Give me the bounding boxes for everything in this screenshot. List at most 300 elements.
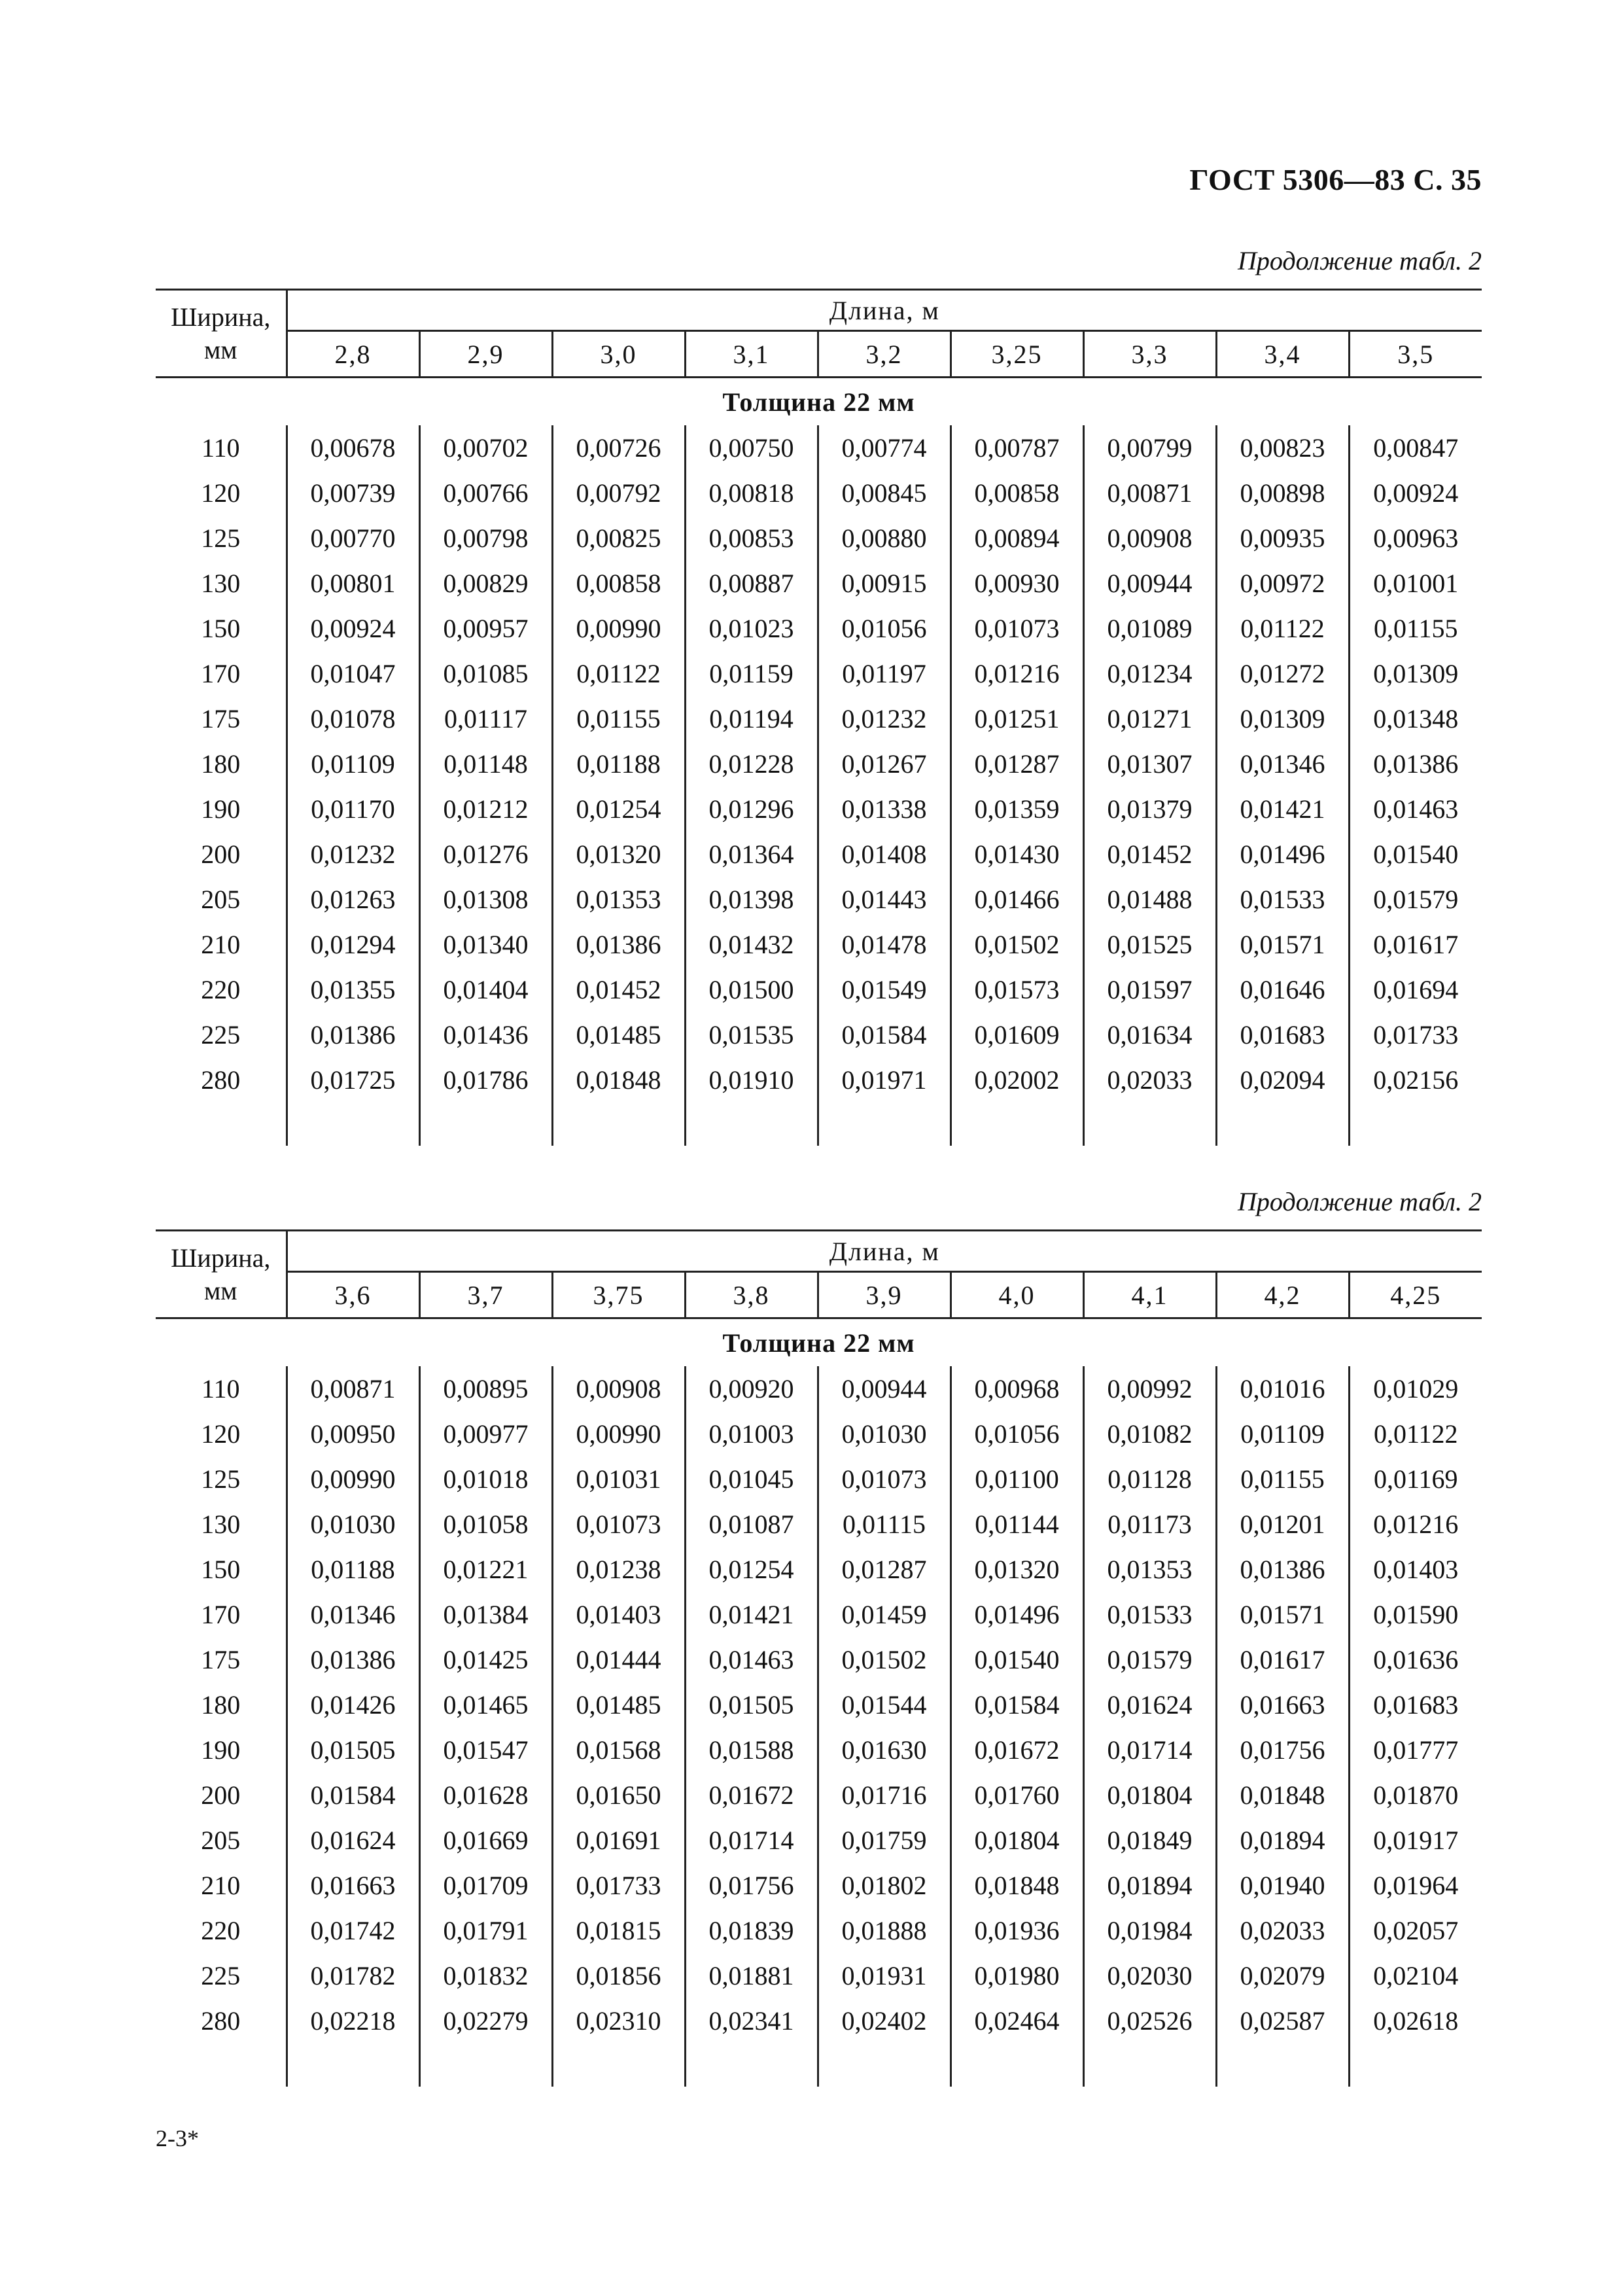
width-cell: 210 [201, 1871, 241, 1900]
volume-cell: 0,01309 [1349, 651, 1482, 696]
volume-table [156, 289, 1482, 1146]
spacer-cell [552, 1103, 685, 1146]
volume-cell: 0,00992 [1083, 1366, 1216, 1411]
volume-cell: 0,01030 [287, 1502, 419, 1547]
width-cell: 225 [201, 1961, 241, 1990]
volume-cell: 0,01232 [818, 696, 951, 741]
volume-cell: 0,01056 [951, 1411, 1083, 1457]
volume-cell: 0,01348 [1349, 696, 1482, 741]
volume-cell: 0,02218 [287, 1998, 419, 2043]
table-row [156, 1547, 1482, 1592]
volume-cell: 0,01786 [419, 1057, 552, 1103]
volume-cell: 0,01630 [818, 1727, 951, 1773]
volume-cell: 0,01452 [1083, 832, 1216, 877]
volume-cell: 0,02079 [1216, 1953, 1349, 1998]
volume-cell: 0,01544 [818, 1682, 951, 1727]
volume-cell: 0,01525 [1083, 922, 1216, 967]
length-column-header: 3,25 [951, 331, 1083, 378]
volume-cell: 0,01535 [685, 1012, 818, 1057]
volume-cell: 0,01832 [419, 1953, 552, 1998]
volume-cell: 0,01505 [287, 1727, 419, 1773]
volume-cell: 0,01533 [1216, 877, 1349, 922]
volume-cell: 0,01173 [1083, 1502, 1216, 1547]
width-cell: 125 [201, 1464, 241, 1494]
volume-cell: 0,01338 [818, 786, 951, 832]
volume-cell: 0,01029 [1349, 1366, 1482, 1411]
volume-cell: 0,01714 [1083, 1727, 1216, 1773]
volume-cell: 0,01444 [552, 1637, 685, 1682]
volume-cell: 0,01188 [552, 741, 685, 786]
volume-cell: 0,01188 [287, 1547, 419, 1592]
volume-cell: 0,01276 [419, 832, 552, 877]
spacer-cell [1083, 2043, 1216, 2087]
table-row [156, 606, 1482, 651]
volume-cell: 0,01109 [287, 741, 419, 786]
width-cell: 170 [201, 1600, 241, 1629]
volume-cell: 0,01848 [552, 1057, 685, 1103]
volume-cell: 0,01573 [951, 967, 1083, 1012]
volume-cell: 0,01756 [685, 1863, 818, 1908]
volume-cell: 0,01870 [1349, 1773, 1482, 1818]
volume-cell: 0,00750 [685, 425, 818, 470]
volume-cell: 0,01496 [951, 1592, 1083, 1637]
volume-cell: 0,00944 [818, 1366, 951, 1411]
volume-cell: 0,00853 [685, 516, 818, 561]
table-row [156, 1411, 1482, 1457]
volume-cell: 0,01408 [818, 832, 951, 877]
volume-cell: 0,01073 [818, 1457, 951, 1502]
table-row [156, 786, 1482, 832]
volume-cell: 0,02057 [1349, 1908, 1482, 1953]
length-column-header: 3,4 [1216, 331, 1349, 378]
volume-cell: 0,00924 [287, 606, 419, 651]
volume-cell: 0,01683 [1349, 1682, 1482, 1727]
volume-cell: 0,00944 [1083, 561, 1216, 606]
volume-cell: 0,01216 [1349, 1502, 1482, 1547]
volume-cell: 0,02033 [1083, 1057, 1216, 1103]
volume-cell: 0,01254 [685, 1547, 818, 1592]
spacer-cell [419, 1103, 552, 1146]
volume-cell: 0,01056 [818, 606, 951, 651]
length-column-header: 3,6 [287, 1272, 419, 1318]
volume-cell: 0,00990 [287, 1457, 419, 1502]
volume-cell: 0,01742 [287, 1908, 419, 1953]
volume-cell: 0,01917 [1349, 1818, 1482, 1863]
volume-cell: 0,01073 [951, 606, 1083, 651]
volume-cell: 0,01533 [1083, 1592, 1216, 1637]
volume-cell: 0,01087 [685, 1502, 818, 1547]
volume-cell: 0,00792 [552, 470, 685, 516]
volume-cell: 0,01568 [552, 1727, 685, 1773]
volume-cell: 0,01759 [818, 1818, 951, 1863]
volume-cell: 0,01505 [685, 1682, 818, 1727]
volume-cell: 0,01296 [685, 786, 818, 832]
volume-cell: 0,01194 [685, 696, 818, 741]
volume-cell: 0,01047 [287, 651, 419, 696]
volume-cell: 0,01624 [287, 1818, 419, 1863]
spacer-cell [156, 1103, 287, 1146]
width-cell: 205 [201, 885, 241, 914]
volume-cell: 0,01251 [951, 696, 1083, 741]
volume-cell: 0,01031 [552, 1457, 685, 1502]
volume-cell: 0,00770 [287, 516, 419, 561]
length-columns-row [156, 1272, 1482, 1318]
volume-cell: 0,01216 [951, 651, 1083, 696]
volume-cell: 0,02094 [1216, 1057, 1349, 1103]
volume-cell: 0,01404 [419, 967, 552, 1012]
volume-cell: 0,01463 [1349, 786, 1482, 832]
volume-cell: 0,01485 [552, 1682, 685, 1727]
table-row [156, 1953, 1482, 1998]
volume-cell: 0,01459 [818, 1592, 951, 1637]
table-row [156, 1818, 1482, 1863]
volume-cell: 0,01432 [685, 922, 818, 967]
volume-cell: 0,01984 [1083, 1908, 1216, 1953]
length-column-header: 3,1 [685, 331, 818, 378]
volume-cell: 0,01848 [1216, 1773, 1349, 1818]
spacer-cell [685, 2043, 818, 2087]
volume-cell: 0,01760 [951, 1773, 1083, 1818]
volume-cell: 0,01078 [287, 696, 419, 741]
volume-cell: 0,01804 [1083, 1773, 1216, 1818]
volume-cell: 0,01353 [552, 877, 685, 922]
volume-cell: 0,02587 [1216, 1998, 1349, 2043]
volume-cell: 0,02030 [1083, 1953, 1216, 1998]
volume-cell: 0,01694 [1349, 967, 1482, 1012]
volume-cell: 0,01197 [818, 651, 951, 696]
table-row [156, 922, 1482, 967]
volume-cell: 0,01672 [951, 1727, 1083, 1773]
volume-cell: 0,00739 [287, 470, 419, 516]
volume-cell: 0,01023 [685, 606, 818, 651]
volume-cell: 0,01346 [1216, 741, 1349, 786]
spacer-cell [419, 2043, 552, 2087]
volume-cell: 0,02341 [685, 1998, 818, 2043]
width-cell: 150 [201, 614, 241, 643]
volume-cell: 0,01650 [552, 1773, 685, 1818]
volume-cell: 0,01894 [1216, 1818, 1349, 1863]
spacer-cell [1216, 2043, 1349, 2087]
volume-cell: 0,01109 [1216, 1411, 1349, 1457]
length-column-header: 3,2 [818, 331, 951, 378]
volume-cell: 0,01386 [1349, 741, 1482, 786]
volume-cell: 0,01386 [287, 1012, 419, 1057]
volume-cell: 0,01802 [818, 1863, 951, 1908]
width-cell: 200 [201, 839, 241, 869]
volume-cell: 0,00871 [287, 1366, 419, 1411]
table-row [156, 1773, 1482, 1818]
volume-cell: 0,00887 [685, 561, 818, 606]
volume-cell: 0,01839 [685, 1908, 818, 1953]
volume-cell: 0,02104 [1349, 1953, 1482, 1998]
volume-cell: 0,01346 [287, 1592, 419, 1637]
volume-cell: 0,00702 [419, 425, 552, 470]
volume-cell: 0,00801 [287, 561, 419, 606]
volume-cell: 0,01624 [1083, 1682, 1216, 1727]
volume-cell: 0,01571 [1216, 1592, 1349, 1637]
volume-cell: 0,01691 [552, 1818, 685, 1863]
volume-cell: 0,01170 [287, 786, 419, 832]
table-row [156, 1908, 1482, 1953]
spacer-cell [287, 1103, 419, 1146]
volume-cell: 0,00798 [419, 516, 552, 561]
volume-cell: 0,01617 [1216, 1637, 1349, 1682]
volume-cell: 0,01058 [419, 1502, 552, 1547]
volume-cell: 0,02310 [552, 1998, 685, 2043]
width-cell: 280 [201, 1065, 241, 1095]
volume-cell: 0,00990 [552, 606, 685, 651]
volume-cell: 0,01964 [1349, 1863, 1482, 1908]
volume-cell: 0,00880 [818, 516, 951, 561]
width-cell: 175 [201, 1645, 241, 1674]
volume-cell: 0,01018 [419, 1457, 552, 1502]
volume-cell: 0,00957 [419, 606, 552, 651]
volume-cell: 0,01238 [552, 1547, 685, 1592]
volume-cell: 0,01144 [951, 1502, 1083, 1547]
spacer-cell [287, 2043, 419, 2087]
volume-cell: 0,01228 [685, 741, 818, 786]
volume-cell: 0,01267 [818, 741, 951, 786]
volume-cell: 0,00678 [287, 425, 419, 470]
volume-cell: 0,01733 [1349, 1012, 1482, 1057]
volume-cell: 0,01888 [818, 1908, 951, 1953]
volume-cell: 0,01340 [419, 922, 552, 967]
table-row [156, 832, 1482, 877]
volume-cell: 0,01716 [818, 1773, 951, 1818]
spacer-cell [685, 1103, 818, 1146]
volume-cell: 0,00818 [685, 470, 818, 516]
volume-cell: 0,01426 [287, 1682, 419, 1727]
width-cell: 205 [201, 1826, 241, 1855]
table-row [156, 1057, 1482, 1103]
volume-cell: 0,01271 [1083, 696, 1216, 741]
volume-cell: 0,02156 [1349, 1057, 1482, 1103]
volume-cell: 0,01421 [1216, 786, 1349, 832]
spacer-cell [552, 2043, 685, 2087]
table-row [156, 1502, 1482, 1547]
length-column-header: 3,5 [1349, 331, 1482, 378]
length-column-header: 4,25 [1349, 1272, 1482, 1318]
volume-cell: 0,01421 [685, 1592, 818, 1637]
width-cell: 220 [201, 1916, 241, 1945]
volume-cell: 0,01549 [818, 967, 951, 1012]
thickness-label: Толщина 22 мм [722, 1328, 915, 1358]
length-column-header: 2,8 [287, 331, 419, 378]
volume-cell: 0,01940 [1216, 1863, 1349, 1908]
spacer-cell [1216, 1103, 1349, 1146]
volume-cell: 0,01085 [419, 651, 552, 696]
table-row [156, 1998, 1482, 2043]
volume-cell: 0,00799 [1083, 425, 1216, 470]
volume-cell: 0,01617 [1349, 922, 1482, 967]
volume-cell: 0,01971 [818, 1057, 951, 1103]
volume-cell: 0,00858 [951, 470, 1083, 516]
volume-cell: 0,01379 [1083, 786, 1216, 832]
volume-cell: 0,00898 [1216, 470, 1349, 516]
length-column-header: 3,3 [1083, 331, 1216, 378]
thickness-label: Толщина 22 мм [722, 387, 915, 417]
table-tail-spacer [156, 1103, 1482, 1146]
volume-cell: 0,01294 [287, 922, 419, 967]
spacer-cell [818, 2043, 951, 2087]
volume-cell: 0,01791 [419, 1908, 552, 1953]
volume-cell: 0,00766 [419, 470, 552, 516]
volume-cell: 0,01714 [685, 1818, 818, 1863]
table-row [156, 741, 1482, 786]
volume-cell: 0,00895 [419, 1366, 552, 1411]
volume-cell: 0,01881 [685, 1953, 818, 1998]
volume-cell: 0,01169 [1349, 1457, 1482, 1502]
width-cell: 130 [201, 1510, 241, 1539]
volume-cell: 0,01436 [419, 1012, 552, 1057]
volume-cell: 0,01663 [1216, 1682, 1349, 1727]
volume-cell: 0,01936 [951, 1908, 1083, 1953]
length-column-header: 3,9 [818, 1272, 951, 1318]
volume-cell: 0,01849 [1083, 1818, 1216, 1863]
volume-cell: 0,01100 [951, 1457, 1083, 1502]
volume-cell: 0,01910 [685, 1057, 818, 1103]
table-block [156, 1229, 1482, 2087]
width-cell: 110 [201, 1374, 240, 1404]
volume-cell: 0,01500 [685, 967, 818, 1012]
width-cell: 125 [201, 523, 241, 553]
volume-cell: 0,02002 [951, 1057, 1083, 1103]
table-row [156, 651, 1482, 696]
table-row [156, 1592, 1482, 1637]
volume-cell: 0,00977 [419, 1411, 552, 1457]
volume-cell: 0,01201 [1216, 1502, 1349, 1547]
volume-cell: 0,01272 [1216, 651, 1349, 696]
volume-cell: 0,00829 [419, 561, 552, 606]
length-column-header: 4,0 [951, 1272, 1083, 1318]
volume-cell: 0,01122 [552, 651, 685, 696]
volume-cell: 0,01502 [951, 922, 1083, 967]
spacer-cell [818, 1103, 951, 1146]
volume-cell: 0,01155 [1349, 606, 1482, 651]
volume-cell: 0,01669 [419, 1818, 552, 1863]
width-header: Ширина, мм [156, 1231, 287, 1318]
length-column-header: 3,7 [419, 1272, 552, 1318]
spacer-cell [951, 2043, 1083, 2087]
volume-cell: 0,01148 [419, 741, 552, 786]
volume-cell: 0,00894 [951, 516, 1083, 561]
volume-cell: 0,01636 [1349, 1637, 1482, 1682]
volume-cell: 0,01804 [951, 1818, 1083, 1863]
volume-cell: 0,01980 [951, 1953, 1083, 1998]
volume-cell: 0,01287 [951, 741, 1083, 786]
table-row [156, 561, 1482, 606]
width-cell: 120 [201, 478, 241, 508]
spacer-cell [156, 2043, 287, 2087]
volume-cell: 0,02464 [951, 1998, 1083, 2043]
table-row [156, 470, 1482, 516]
volume-cell: 0,01117 [419, 696, 552, 741]
volume-cell: 0,01584 [287, 1773, 419, 1818]
volume-cell: 0,01571 [1216, 922, 1349, 967]
volume-cell: 0,00950 [287, 1411, 419, 1457]
length-header: Длина, м [287, 1231, 1482, 1272]
table-continuation-label: Продолжение табл. 2 [1237, 1187, 1482, 1216]
width-cell: 225 [201, 1020, 241, 1050]
volume-cell: 0,01463 [685, 1637, 818, 1682]
volume-cell: 0,01355 [287, 967, 419, 1012]
volume-cell: 0,01579 [1349, 877, 1482, 922]
table-row [156, 877, 1482, 922]
table-body [156, 425, 1482, 1146]
volume-cell: 0,01386 [287, 1637, 419, 1682]
volume-cell: 0,01663 [287, 1863, 419, 1908]
volume-cell: 0,01540 [951, 1637, 1083, 1682]
volume-cell: 0,01590 [1349, 1592, 1482, 1637]
length-column-header: 3,0 [552, 331, 685, 378]
width-cell: 175 [201, 704, 241, 733]
volume-cell: 0,00825 [552, 516, 685, 561]
volume-cell: 0,02279 [419, 1998, 552, 2043]
table-row [156, 967, 1482, 1012]
table-body [156, 1366, 1482, 2087]
volume-cell: 0,01443 [818, 877, 951, 922]
volume-cell: 0,01931 [818, 1953, 951, 1998]
volume-cell: 0,00963 [1349, 516, 1482, 561]
volume-cell: 0,01478 [818, 922, 951, 967]
volume-cell: 0,01309 [1216, 696, 1349, 741]
spacer-cell [1083, 1103, 1216, 1146]
page-footer-mark: 2-3* [156, 2125, 199, 2151]
volume-cell: 0,01287 [818, 1547, 951, 1592]
volume-cell: 0,01353 [1083, 1547, 1216, 1592]
width-cell: 200 [201, 1780, 241, 1810]
width-cell: 180 [201, 1690, 241, 1720]
table-row [156, 516, 1482, 561]
table-row [156, 696, 1482, 741]
volume-cell: 0,01502 [818, 1637, 951, 1682]
width-cell: 190 [201, 1735, 241, 1765]
volume-cell: 0,01364 [685, 832, 818, 877]
volume-cell: 0,01384 [419, 1592, 552, 1637]
volume-cell: 0,01073 [552, 1502, 685, 1547]
volume-cell: 0,01128 [1083, 1457, 1216, 1502]
volume-cell: 0,00726 [552, 425, 685, 470]
volume-cell: 0,00858 [552, 561, 685, 606]
length-column-header: 2,9 [419, 331, 552, 378]
width-cell: 280 [201, 2006, 241, 2036]
volume-cell: 0,01221 [419, 1547, 552, 1592]
volume-cell: 0,01045 [685, 1457, 818, 1502]
volume-cell: 0,00871 [1083, 470, 1216, 516]
spacer-cell [1349, 1103, 1482, 1146]
volume-cell: 0,01540 [1349, 832, 1482, 877]
volume-cell: 0,01646 [1216, 967, 1349, 1012]
width-cell: 110 [201, 433, 240, 463]
volume-cell: 0,01212 [419, 786, 552, 832]
volume-cell: 0,01683 [1216, 1012, 1349, 1057]
page-header-title: ГОСТ 5306—83 С. 35 [1189, 163, 1482, 196]
volume-cell: 0,01425 [419, 1637, 552, 1682]
volume-cell: 0,01089 [1083, 606, 1216, 651]
width-cell: 220 [201, 975, 241, 1004]
volume-cell: 0,01359 [951, 786, 1083, 832]
volume-cell: 0,01452 [552, 967, 685, 1012]
length-header: Длина, м [287, 290, 1482, 331]
volume-cell: 0,00968 [951, 1366, 1083, 1411]
volume-cell: 0,01588 [685, 1727, 818, 1773]
volume-cell: 0,01856 [552, 1953, 685, 1998]
volume-cell: 0,02033 [1216, 1908, 1349, 1953]
volume-cell: 0,01122 [1216, 606, 1349, 651]
table-continuation-label: Продолжение табл. 2 [1237, 246, 1482, 275]
volume-cell: 0,01320 [951, 1547, 1083, 1592]
volume-cell: 0,01547 [419, 1727, 552, 1773]
